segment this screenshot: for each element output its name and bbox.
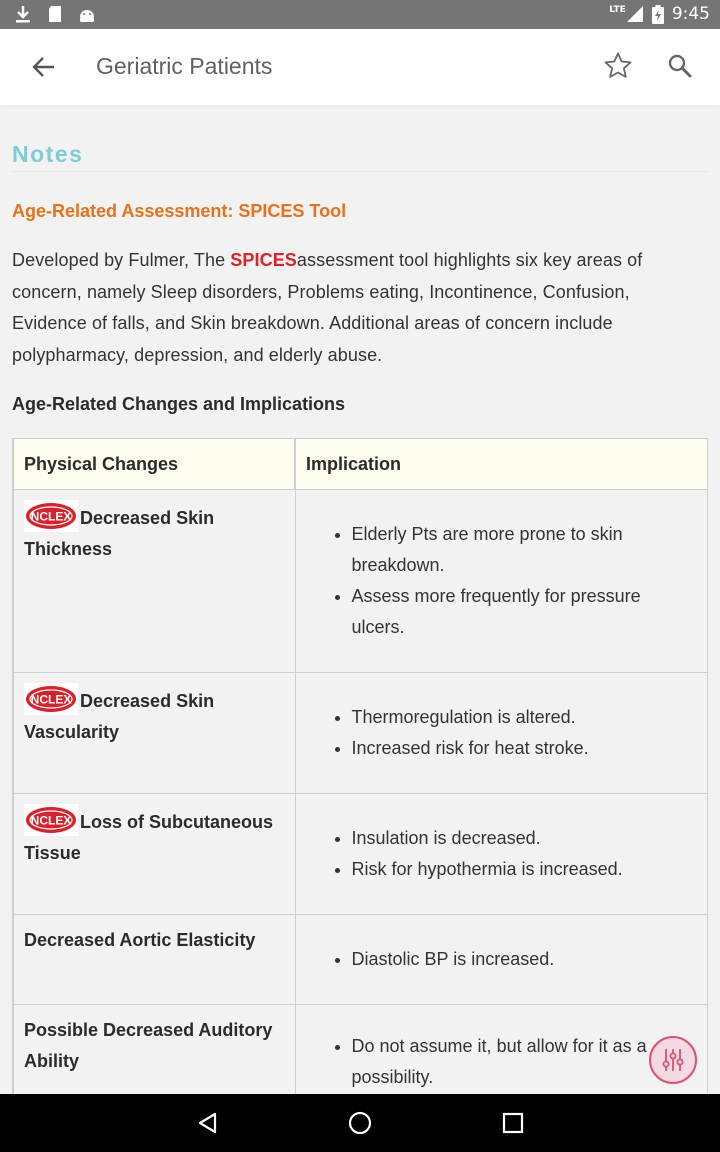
table-header-row [13,439,708,490]
implication-list [296,1031,698,1093]
page-title: Geriatric Patients [96,53,273,79]
implication-list [296,944,698,975]
navigation-bar [0,1094,720,1152]
table-row [13,490,708,673]
table-row [13,915,708,1005]
implication-list [296,519,698,643]
assessment-heading: Age-Related Assessment: SPICES Tool [12,201,347,221]
status-bar [0,0,720,29]
section-divider [12,171,708,172]
svg-text:NCLEX: NCLEX [30,692,72,707]
table-row [13,673,708,794]
network-type: LTE [609,5,626,15]
changes-heading: Age-Related Changes and Implications [12,394,346,414]
change-label: Loss of Subcutaneous Tissue [24,812,274,863]
settings-sliders-icon [660,1047,686,1073]
spices-paragraph [12,245,702,371]
change-label: Decreased Aortic Elasticity [24,930,256,950]
implication-cell [295,1005,708,1095]
nclex-badge-icon [24,500,78,532]
settings-fab[interactable] [649,1036,697,1084]
implication-list [296,823,698,885]
android-icon [78,5,96,23]
back-triangle-icon[interactable] [195,1110,221,1136]
recents-square-icon[interactable] [500,1110,526,1136]
header-physical-changes: Physical Changes [13,439,295,490]
table-row [13,794,708,915]
physical-change-cell [13,490,295,673]
physical-change-cell [13,673,295,794]
implication-item: • Thermoregulation is altered. [352,702,698,733]
implication-cell [295,794,708,915]
change-label: Decreased Skin Thickness [24,508,215,559]
nclex-badge-icon [24,804,78,836]
signal-icon [626,5,644,23]
physical-change-cell [13,1005,295,1095]
battery-icon [652,5,664,24]
implication-list [296,702,698,764]
table-row [13,1005,708,1095]
implication-item: • Do not assume it, but allow for it as a possibility. [352,1031,648,1093]
physical-change-cell [13,915,295,1005]
change-label: Possible Decreased Auditory Ability [24,1020,273,1071]
sd-card-icon [46,5,64,23]
physical-change-cell [13,794,295,915]
header-implication: Implication [295,439,708,490]
change-label: Decreased Skin Vascularity [24,691,215,742]
clock: 9:45 [671,4,710,24]
implication-cell [295,490,708,673]
implication-item: • Increased risk for heat stroke. [352,733,698,764]
implication-item: • Diastolic BP is increased. [352,944,698,975]
changes-table [12,438,708,1094]
spices-highlight: SPICES [230,250,297,270]
nclex-badge-icon [24,683,78,715]
svg-text:NCLEX: NCLEX [30,813,72,828]
download-icon [14,5,32,23]
implication-item: • Assess more frequently for pressure ulcers. [352,581,698,643]
notes-content[interactable] [0,105,720,1094]
implication-item: • Risk for hypothermia is increased. [352,854,698,885]
home-circle-icon[interactable] [347,1110,373,1136]
star-icon[interactable] [603,51,633,81]
implication-item: • Insulation is decreased. [352,823,698,854]
back-arrow-icon[interactable] [30,53,58,81]
svg-text:NCLEX: NCLEX [30,509,72,524]
implication-item: • Elderly Pts are more prone to skin breakdown. [352,519,698,581]
app-bar [0,29,720,105]
implication-cell [295,915,708,1005]
search-icon[interactable] [667,53,693,79]
section-title-notes: Notes [12,141,84,167]
paragraph-intro: Developed by Fulmer, The [12,250,231,270]
paragraph-body: assessment tool highlights six key areas of concern, namely Sleep disorders, Problems eating, Incontinence, Confusion, Evidence of falls, and Skin breakdown. Additional areas of concern include polypharmacy, depression, and elderly abuse. [12,250,643,365]
implication-cell [295,673,708,794]
